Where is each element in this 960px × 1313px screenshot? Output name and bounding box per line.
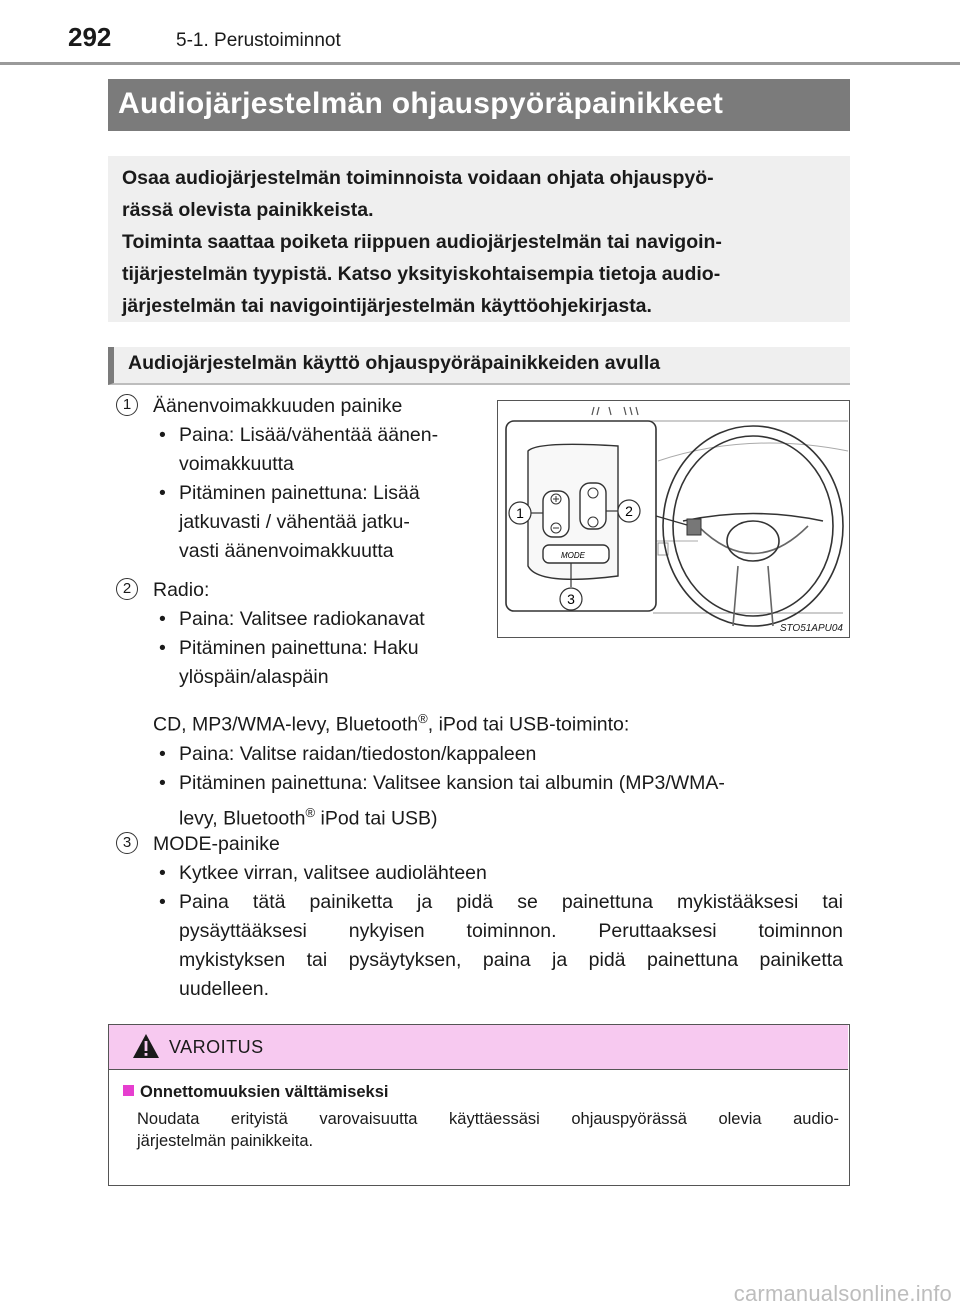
bullet-continuation: voimakkuutta xyxy=(179,453,294,475)
registered-mark: ® xyxy=(418,711,428,726)
bullet-continuation: jatkuvasti / vähentää jatku- xyxy=(179,511,410,533)
cd-heading xyxy=(153,704,843,740)
warning-text: järjestelmän painikkeita. xyxy=(137,1132,314,1150)
square-bullet-icon xyxy=(123,1085,134,1096)
item-number-badge: 3 xyxy=(116,832,138,854)
bullet-continuation: pysäyttääksesi nykyisen toiminnon. Peruttaaksesi toiminnon xyxy=(179,920,843,942)
intro-box xyxy=(108,156,850,322)
seek-switch xyxy=(580,483,606,529)
sub-heading xyxy=(108,347,850,385)
cd-heading-text: CD, MP3/WMA-levy, Bluetooth xyxy=(153,713,419,736)
warning-title: VAROITUS xyxy=(169,1037,264,1057)
figure-caption: STO51APU04 xyxy=(779,623,843,634)
bullet-item xyxy=(153,421,475,450)
bullet-continuation: ylöspäin/alaspäin xyxy=(179,666,329,688)
bullet-text: Paina: Lisää/vähentää äänen- xyxy=(179,424,439,446)
item-1-title: Äänenvoimakkuuden painike xyxy=(153,395,403,417)
intro-line: Toiminta saattaa poiketa riippuen audiojärjestelmän tai navigoin- xyxy=(122,231,722,253)
bullet-continuation: uudelleen. xyxy=(179,978,269,1000)
bullet-text: levy, Bluetooth xyxy=(179,807,306,829)
bullet-text: iPod tai USB) xyxy=(315,807,438,829)
steering-wheel-illustration xyxy=(498,401,849,637)
warning-subtitle xyxy=(123,1083,839,1102)
registered-mark: ® xyxy=(305,804,316,820)
intro-line: Osaa audiojärjestelmän toiminnoista voidaan ohjata ohjauspyö- xyxy=(122,167,714,189)
intro-line: rässä olevista painikkeista. xyxy=(122,199,374,221)
callout-1: 1 xyxy=(516,505,524,521)
item-3-title: MODE-painike xyxy=(153,833,280,855)
warning-text: Noudata erityistä varovaisuutta käyttäessäsi ohjauspyörässä olevia audio- xyxy=(137,1110,839,1128)
item-3 xyxy=(153,830,843,1004)
bullet-continuation: mykistyksen tai pysäytyksen, paina ja pidä painettuna painiketta xyxy=(179,949,843,971)
page-title: Audiojärjestelmän ohjauspyöräpainikkeet xyxy=(118,87,724,120)
item-2-title: Radio: xyxy=(153,579,210,601)
bullet-item xyxy=(153,859,843,888)
bullet-text: Pitäminen painettuna: Lisää xyxy=(179,482,420,504)
sub-heading-text: Audiojärjestelmän käyttö ohjauspyöräpainikkeiden avulla xyxy=(128,352,661,374)
warning-header xyxy=(109,1025,848,1070)
header-rule xyxy=(0,62,960,65)
item-2 xyxy=(153,576,475,692)
bullet-continuation xyxy=(153,798,843,834)
warning-triangle-icon xyxy=(131,1032,161,1060)
bullet-continuation: vasti äänenvoimakkuutta xyxy=(179,540,394,562)
warning-box xyxy=(108,1024,850,1186)
section-label: 5-1. Perustoiminnot xyxy=(176,30,341,51)
bullet-text: Paina: Valitse raidan/tiedoston/kappaleen xyxy=(179,742,537,765)
title-bar xyxy=(108,79,850,131)
item-1 xyxy=(153,392,475,566)
bullet-text: Pitäminen painettuna: Haku xyxy=(179,637,419,659)
bullet-item xyxy=(153,634,475,663)
cd-heading-text: , iPod tai USB-toiminto: xyxy=(427,713,630,736)
bullet-text: Paina: Valitsee radiokanavat xyxy=(179,608,425,630)
bullet-text: Kytkee virran, valitsee audiolähteen xyxy=(179,862,487,884)
warning-subtitle-text: Onnettomuuksien välttämiseksi xyxy=(140,1083,389,1101)
page-number: 292 xyxy=(68,22,112,52)
bullet-item xyxy=(153,740,843,769)
bullet-text: Paina tätä painiketta ja pidä se painettuna mykistääksesi tai xyxy=(179,891,843,913)
item-number-badge: 1 xyxy=(116,394,138,416)
watermark: carmanualsonline.info xyxy=(733,1281,952,1306)
callout-2: 2 xyxy=(625,503,633,519)
item-number-badge: 2 xyxy=(116,578,138,600)
intro-line: tijärjestelmän tyypistä. Katso yksityiskohtaisempia tietoja audio- xyxy=(122,263,721,285)
bullet-item xyxy=(153,605,475,634)
page-header xyxy=(0,0,960,66)
bullet-item xyxy=(153,888,843,917)
bullet-text: Pitäminen painettuna: Valitsee kansion tai albumin (MP3/WMA- xyxy=(179,771,725,794)
steering-wheel-figure xyxy=(497,400,850,638)
warning-body xyxy=(123,1083,839,1152)
bullet-item xyxy=(153,479,475,508)
intro-line: järjestelmän tai navigointijärjestelmän käyttöohjekirjasta. xyxy=(122,295,652,317)
callout-3: 3 xyxy=(567,591,575,607)
mode-label: MODE xyxy=(561,551,585,560)
bullet-item xyxy=(153,769,843,798)
item-2-cd xyxy=(153,704,843,833)
